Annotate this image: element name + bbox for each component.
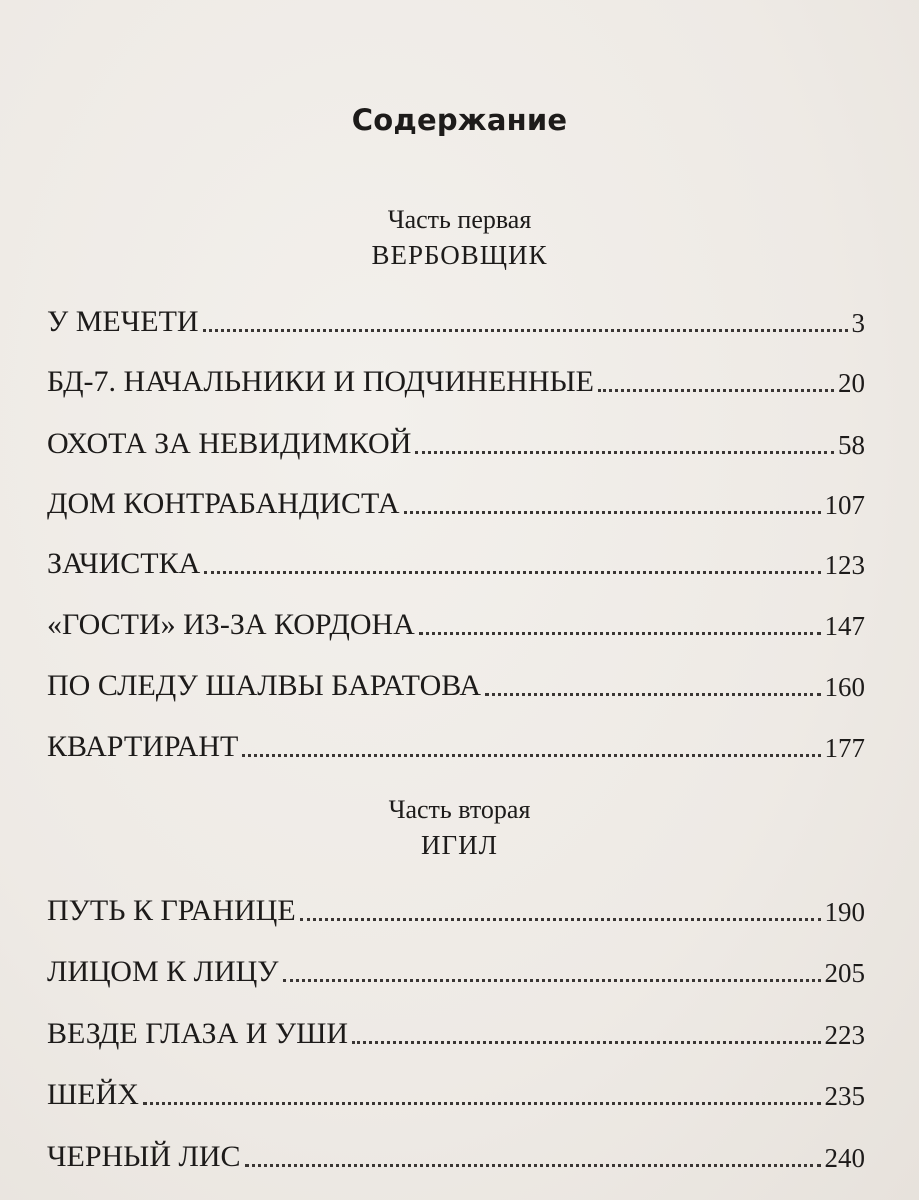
dot-leader — [300, 917, 821, 921]
dot-leader — [404, 510, 821, 514]
dot-leader — [598, 388, 834, 392]
toc-entry[interactable] — [47, 661, 865, 701]
toc-entry-page: 205 — [824, 958, 865, 988]
toc-entry-title: ЗАЧИСТКА — [47, 547, 201, 580]
toc-entry-title: ЧЕРНЫЙ ЛИС — [47, 1140, 241, 1173]
toc-entry[interactable] — [47, 600, 865, 640]
dot-leader — [283, 978, 821, 982]
toc-entry-title: ВЕЗДЕ ГЛАЗА И УШИ — [47, 1017, 349, 1050]
toc-entry-title: ЛИЦОМ К ЛИЦУ — [47, 955, 279, 988]
dot-leader — [143, 1101, 821, 1105]
toc-entry-title: «ГОСТИ» ИЗ-ЗА КОРДОНА — [47, 608, 415, 641]
toc-entry-page: 58 — [838, 430, 865, 460]
part-one-name: ВЕРБОВЩИК — [371, 240, 548, 270]
toc-entry-page: 107 — [824, 490, 865, 520]
toc-entry-title: ПО СЛЕДУ ШАЛВЫ БАРАТОВА — [47, 669, 482, 702]
toc-entry-page: 147 — [824, 611, 865, 641]
toc-entry[interactable] — [47, 357, 865, 397]
toc-entry-title: ДОМ КОНТРАБАНДИСТА — [47, 487, 400, 520]
dot-leader — [485, 692, 820, 696]
toc-entry-page: 190 — [824, 897, 865, 927]
dot-leader — [415, 450, 834, 454]
toc-entry[interactable] — [47, 297, 865, 337]
toc-entry-title: ПУТЬ К ГРАНИЦЕ — [47, 894, 296, 927]
toc-entry[interactable] — [47, 479, 865, 519]
toc-entry[interactable] — [47, 1009, 865, 1049]
page-title: Содержание — [351, 103, 568, 137]
toc-entry[interactable] — [47, 722, 865, 762]
toc-entry-page: 3 — [851, 308, 865, 338]
dot-leader — [245, 1163, 821, 1167]
toc-entry-page: 160 — [824, 672, 865, 702]
toc-entry-page: 240 — [824, 1143, 865, 1173]
toc-entry[interactable] — [47, 1070, 865, 1110]
part-one-label: Часть первая — [387, 205, 532, 234]
toc-entry[interactable] — [47, 1132, 865, 1172]
dot-leader — [203, 328, 848, 332]
toc-entry[interactable] — [47, 419, 865, 459]
toc-entry-title: ШЕЙХ — [47, 1078, 139, 1111]
toc-entry-title: ОХОТА ЗА НЕВИДИМКОЙ — [47, 427, 412, 460]
toc-entry-page: 235 — [824, 1081, 865, 1111]
dot-leader — [419, 631, 821, 635]
dot-leader — [352, 1040, 820, 1044]
part-two-name: ИГИЛ — [421, 830, 498, 860]
toc-entry-page: 177 — [824, 733, 865, 763]
toc-entry-page: 20 — [838, 368, 865, 398]
toc-entry-title: У МЕЧЕТИ — [47, 305, 199, 338]
toc-entry-title: БД-7. НАЧАЛЬНИКИ И ПОДЧИНЕННЫЕ — [47, 365, 594, 398]
toc-entry-page: 123 — [824, 550, 865, 580]
dot-leader — [204, 570, 820, 574]
part-two-label: Часть вторая — [388, 795, 531, 824]
toc-entry[interactable] — [47, 886, 865, 926]
toc-entry-page: 223 — [824, 1020, 865, 1050]
toc-entry-title: КВАРТИРАНТ — [47, 730, 239, 763]
dot-leader — [242, 753, 820, 757]
toc-entry[interactable] — [47, 947, 865, 987]
toc-entry[interactable] — [47, 539, 865, 579]
